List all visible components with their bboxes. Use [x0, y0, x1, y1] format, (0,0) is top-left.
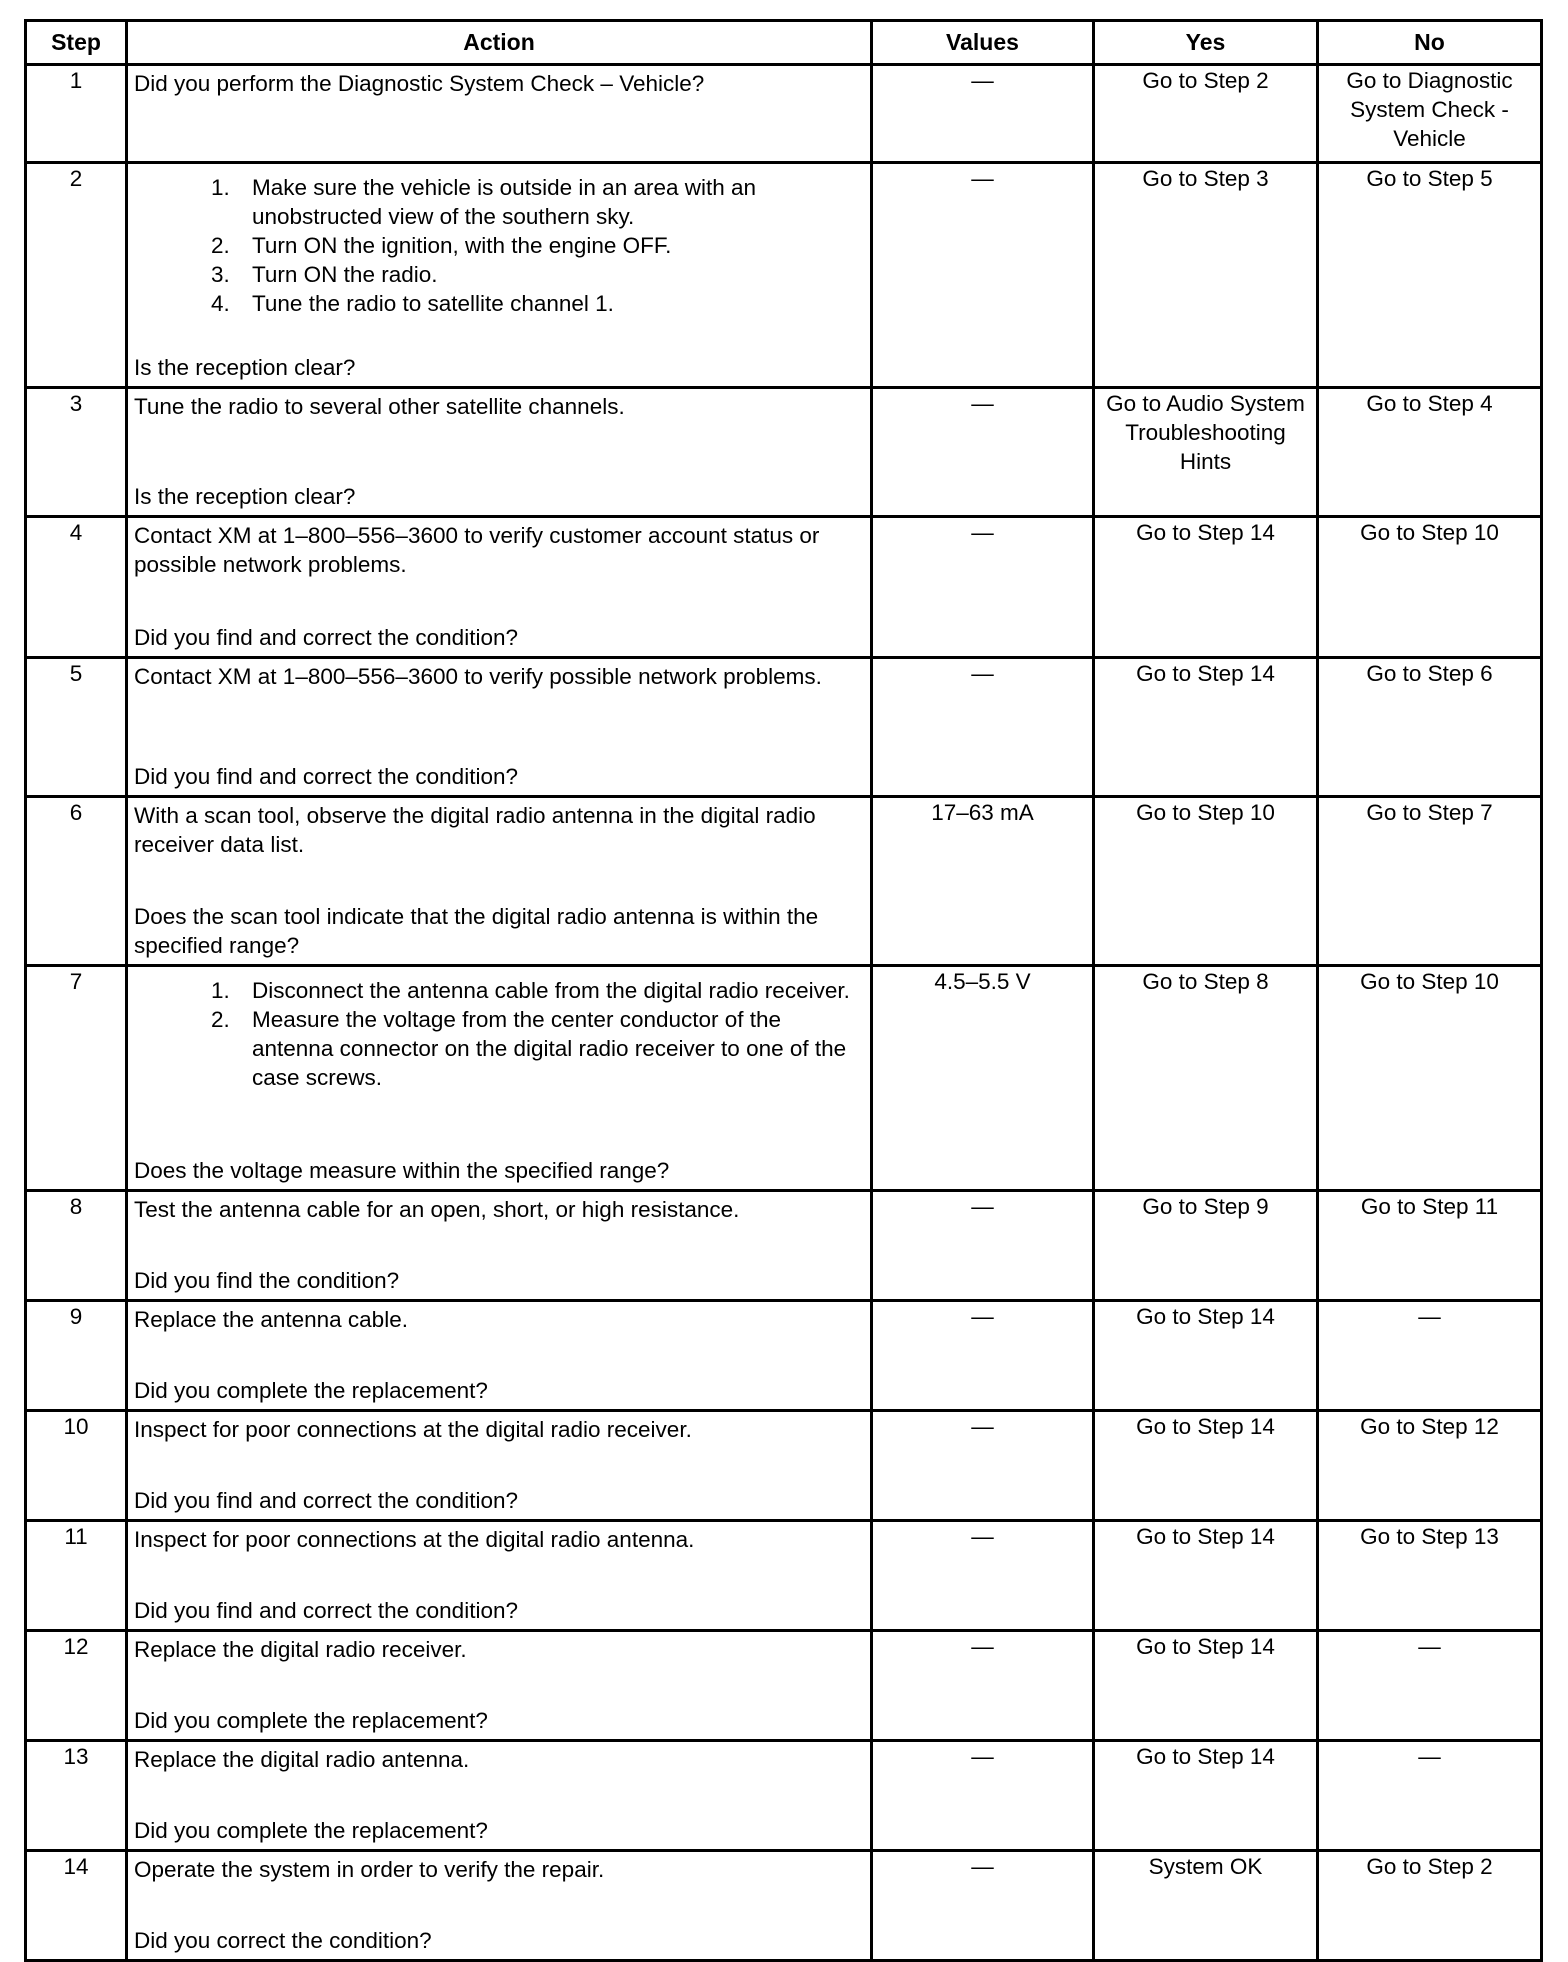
yes-result: Go to Step 3 [1094, 163, 1318, 388]
action-question: Did you correct the condition? [134, 1928, 432, 1953]
action-cell [127, 1301, 872, 1411]
action-instructions [134, 69, 864, 98]
table-row [26, 966, 1542, 1191]
header-no: No [1318, 21, 1542, 65]
table-row [26, 1521, 1542, 1631]
action-content [134, 659, 864, 795]
step-number: 14 [26, 1851, 127, 1961]
header-values: Values [872, 21, 1094, 65]
no-result: Go to Step 11 [1318, 1191, 1542, 1301]
action-question: Did you find and correct the condition? [134, 764, 518, 789]
step-number: 13 [26, 1741, 127, 1851]
action-content [134, 798, 864, 964]
table-row [26, 65, 1542, 163]
action-instructions [134, 1195, 864, 1224]
action-text: Operate the system in order to verify the repair. [134, 1857, 605, 1882]
table-row [26, 388, 1542, 517]
spec-value: — [872, 1411, 1094, 1521]
action-cell [127, 517, 872, 658]
action-content [134, 1742, 864, 1849]
action-text: Test the antenna cable for an open, short, or high resistance. [134, 1197, 740, 1222]
procedure-step: 3. Turn ON the radio. [236, 260, 864, 289]
yes-result: Go to Step 8 [1094, 966, 1318, 1191]
action-instructions [134, 521, 864, 579]
action-cell [127, 163, 872, 388]
action-content [134, 389, 864, 515]
action-question: Did you complete the replacement? [134, 1708, 488, 1733]
action-instructions [134, 801, 864, 859]
step-number: 2 [26, 163, 127, 388]
action-text: Replace the digital radio antenna. [134, 1747, 470, 1772]
action-question: Is the reception clear? [134, 355, 356, 380]
action-text: Replace the antenna cable. [134, 1307, 408, 1332]
action-question: Did you find and correct the condition? [134, 625, 518, 650]
step-number: 9 [26, 1301, 127, 1411]
action-question: Did you complete the replacement? [134, 1378, 488, 1403]
action-cell [127, 1521, 872, 1631]
action-cell [127, 65, 872, 163]
spec-value: — [872, 1851, 1094, 1961]
action-cell [127, 1191, 872, 1301]
spec-value: — [872, 1521, 1094, 1631]
action-cell [127, 1411, 872, 1521]
no-result: Go to Step 2 [1318, 1851, 1542, 1961]
step-number: 3 [26, 388, 127, 517]
spec-value: — [872, 1191, 1094, 1301]
no-result: Go to Diagnostic System Check - Vehicle [1318, 65, 1542, 163]
yes-result: Go to Step 14 [1094, 1631, 1318, 1741]
procedure-step: 2. Measure the voltage from the center conductor of the antenna connector on the digital radio receiver to one of the case screws. [236, 1005, 864, 1092]
yes-result: Go to Step 2 [1094, 65, 1318, 163]
table-row [26, 1741, 1542, 1851]
action-instructions [134, 1525, 864, 1554]
action-instructions [134, 167, 864, 318]
action-content [134, 967, 864, 1189]
action-content [134, 1632, 864, 1739]
spec-value: — [872, 163, 1094, 388]
spec-value: 4.5–5.5 V [872, 966, 1094, 1191]
action-content [134, 1412, 864, 1519]
action-text: Did you perform the Diagnostic System Check – Vehicle? [134, 71, 705, 96]
no-result: — [1318, 1301, 1542, 1411]
action-cell [127, 1631, 872, 1741]
action-content [134, 518, 864, 656]
action-question: Does the scan tool indicate that the digital radio antenna is within the specified range? [134, 904, 819, 958]
table-row [26, 517, 1542, 658]
action-instructions [134, 1855, 864, 1884]
no-result: — [1318, 1631, 1542, 1741]
action-text: Inspect for poor connections at the digital radio receiver. [134, 1417, 692, 1442]
no-result: Go to Step 12 [1318, 1411, 1542, 1521]
step-number: 11 [26, 1521, 127, 1631]
table-row [26, 658, 1542, 797]
action-cell [127, 388, 872, 517]
action-question: Does the voltage measure within the specified range? [134, 1158, 670, 1183]
table-row [26, 1631, 1542, 1741]
spec-value: — [872, 1631, 1094, 1741]
yes-result: Go to Step 9 [1094, 1191, 1318, 1301]
action-instructions [134, 662, 864, 691]
procedure-step: 4. Tune the radio to satellite channel 1. [236, 289, 864, 318]
spec-value: — [872, 1301, 1094, 1411]
step-number: 12 [26, 1631, 127, 1741]
procedure-list [134, 976, 864, 1092]
yes-result: Go to Step 14 [1094, 1521, 1318, 1631]
step-number: 10 [26, 1411, 127, 1521]
step-number: 1 [26, 65, 127, 163]
table-row [26, 1301, 1542, 1411]
step-number: 6 [26, 797, 127, 966]
procedure-list [134, 173, 864, 318]
action-text: With a scan tool, observe the digital radio antenna in the digital radio receiver data list. [134, 803, 816, 857]
yes-result: Go to Step 14 [1094, 1741, 1318, 1851]
yes-result: Go to Step 14 [1094, 1411, 1318, 1521]
action-content [134, 1522, 864, 1629]
header-action: Action [127, 21, 872, 65]
action-instructions [134, 1415, 864, 1444]
yes-result: Go to Step 14 [1094, 1301, 1318, 1411]
yes-result: Go to Step 14 [1094, 658, 1318, 797]
spec-value: — [872, 517, 1094, 658]
yes-result: Go to Step 10 [1094, 797, 1318, 966]
action-instructions [134, 1635, 864, 1664]
step-number: 4 [26, 517, 127, 658]
header-step: Step [26, 21, 127, 65]
action-cell [127, 1851, 872, 1961]
action-cell [127, 797, 872, 966]
action-content [134, 66, 864, 161]
procedure-step: 1. Disconnect the antenna cable from the digital radio receiver. [236, 976, 864, 1005]
table-row [26, 1851, 1542, 1961]
action-text: Tune the radio to several other satellite channels. [134, 394, 625, 419]
step-number: 5 [26, 658, 127, 797]
action-content [134, 1852, 864, 1959]
spec-value: — [872, 65, 1094, 163]
action-instructions [134, 1745, 864, 1774]
action-question: Did you find and correct the condition? [134, 1488, 518, 1513]
header-yes: Yes [1094, 21, 1318, 65]
action-text: Contact XM at 1–800–556–3600 to verify customer account status or possible network problems. [134, 523, 820, 577]
action-cell [127, 1741, 872, 1851]
action-question: Did you complete the replacement? [134, 1818, 488, 1843]
step-number: 7 [26, 966, 127, 1191]
procedure-step: 2. Turn ON the ignition, with the engine OFF. [236, 231, 864, 260]
spec-value: — [872, 1741, 1094, 1851]
action-cell [127, 966, 872, 1191]
no-result: — [1318, 1741, 1542, 1851]
yes-result: Go to Step 14 [1094, 517, 1318, 658]
no-result: Go to Step 10 [1318, 966, 1542, 1191]
action-instructions [134, 1305, 864, 1334]
action-content [134, 164, 864, 386]
header-row [26, 21, 1542, 65]
table-row [26, 1411, 1542, 1521]
diagnostic-table [24, 19, 1543, 1962]
action-content [134, 1192, 864, 1299]
action-question: Did you find the condition? [134, 1268, 400, 1293]
spec-value: 17–63 mA [872, 797, 1094, 966]
action-cell [127, 658, 872, 797]
spec-value: — [872, 658, 1094, 797]
yes-result: Go to Audio System Troubleshooting Hints [1094, 388, 1318, 517]
no-result: Go to Step 7 [1318, 797, 1542, 966]
action-instructions [134, 392, 864, 421]
table-body [26, 65, 1542, 1961]
table-row [26, 1191, 1542, 1301]
action-question: Did you find and correct the condition? [134, 1598, 518, 1623]
no-result: Go to Step 5 [1318, 163, 1542, 388]
spec-value: — [872, 388, 1094, 517]
no-result: Go to Step 4 [1318, 388, 1542, 517]
yes-result: System OK [1094, 1851, 1318, 1961]
action-question: Is the reception clear? [134, 484, 356, 509]
procedure-step: 1. Make sure the vehicle is outside in an area with an unobstructed view of the southern sky. [236, 173, 864, 231]
no-result: Go to Step 13 [1318, 1521, 1542, 1631]
table-row [26, 797, 1542, 966]
action-instructions [134, 970, 864, 1092]
action-content [134, 1302, 864, 1409]
table-row [26, 163, 1542, 388]
action-text: Contact XM at 1–800–556–3600 to verify possible network problems. [134, 664, 822, 689]
no-result: Go to Step 10 [1318, 517, 1542, 658]
action-text: Replace the digital radio receiver. [134, 1637, 467, 1662]
no-result: Go to Step 6 [1318, 658, 1542, 797]
action-text: Inspect for poor connections at the digital radio antenna. [134, 1527, 695, 1552]
step-number: 8 [26, 1191, 127, 1301]
